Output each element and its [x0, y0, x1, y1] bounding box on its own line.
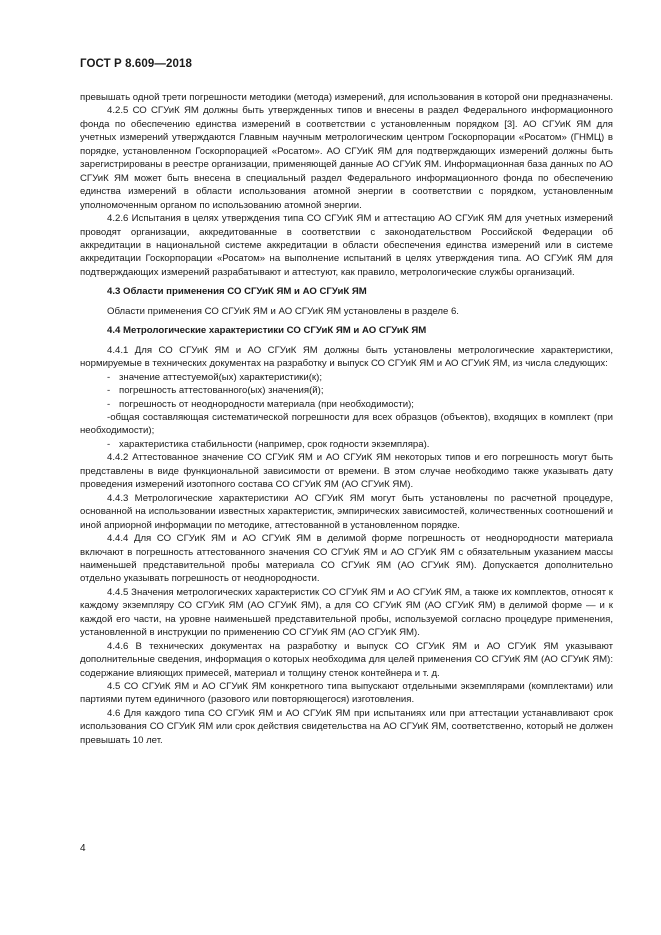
- list-item: - погрешность от неоднородности материала (при необходимости);: [107, 398, 414, 410]
- document-header: ГОСТ Р 8.609—2018: [80, 58, 192, 70]
- section-heading-4-4: 4.4 Метрологические характеристики СО СГУиК ЯМ и АО СГУиК ЯМ: [107, 325, 427, 337]
- paragraph-4-4-4: 4.4.4 Для СО СГУиК ЯМ и АО СГУиК ЯМ в делимой форме погрешность от неоднородности материала включают в погрешность аттестованного значения СО СГУиК ЯМ и АО СГУиК ЯМ с обязательным указанием массы наименьшей представительной пробы материала СО СГУиК ЯМ (АО СГУиК ЯМ). Допускается дополнительно отдельно указывать погрешность от неоднородности.: [80, 533, 613, 585]
- paragraph-4-2-5: 4.2.5 СО СГУиК ЯМ должны быть утвержденных типов и внесены в раздел Федерального информационного фонда по обеспечению единства измерений в соответствии с установленным порядком [3]. АО СГУиК ЯМ для учетных измерений утверждаются Главным научным метрологическим центром Госкорпорации «Росатом» (ГНМЦ) в порядке, установленном Госкорпорацией «Росатом». АО СГУиК ЯМ для подтверждающих измерений должны быть зарегистрированы в реестре организации, применяющей данные АО СГУиК ЯМ. Информационная база данных по АО СГУиК ЯМ может быть внесена в специальный раздел Федерального информационного фонда по обеспечению единства измерений в области использования атомной энергии в соответствии с порядком, установленным уполномоченным органом по использованию атомной энергии.: [80, 105, 613, 211]
- list-item: - характеристика стабильности (например, срок годности экземпляра).: [107, 438, 430, 450]
- paragraph-4-4-1: 4.4.1 Для СО СГУиК ЯМ и АО СГУиК ЯМ должны быть установлены метрологические характеристики, нормируемые в технических документах на разработку и выпуск СО СГУиК ЯМ и АО СГУиК ЯМ, из числа следующих:: [80, 344, 613, 370]
- paragraph-continuation: превышать одной трети погрешности методики (метода) измерений, для использования в которой они предназначены.: [80, 92, 614, 103]
- list-item: - значение аттестуемой(ых) характеристики(к);: [107, 371, 322, 383]
- paragraph-4-4-6: 4.4.6 В технических документах на разработку и выпуск СО СГУиК ЯМ и АО СГУиК ЯМ указывают дополнительные сведения, информация о которых необходима для целей применения СО СГУиК ЯМ (АО СГУиК ЯМ): содержание влияющих примесей, материал и толщину стенок контейнера и т. д.: [80, 640, 613, 679]
- paragraph-4-2-6: 4.2.6 Испытания в целях утверждения типа СО СГУиК ЯМ и аттестацию АО СГУиК ЯМ для учетных измерений проводят организации, аккредитованные в соответствии с законодательством Российской Федерации об аккредитации в национальной системе аккредитации в области обеспечения единства измерений или в системе аккредитации Госкорпорации «Росатом» на выполнение испытаний в целях утверждения типа. АО СГУиК ЯМ для подтверждающих измерений разрабатывают и аттестуют, как правило, метрологические службы организаций.: [80, 213, 613, 278]
- paragraph-4-4-2: 4.4.2 Аттестованное значение СО СГУиК ЯМ и АО СГУиК ЯМ некоторых типов и его погрешность могут быть представлены в виде функциональной зависимости от времени. В этом случае необходимо также указывать дату проведения измерений изотопного состава СО СГУиК ЯМ (АО СГУиК ЯМ).: [80, 452, 613, 491]
- list-item: -общая составляющая систематической погрешности для всех образцов (объектов), входящих в комплект (при необходимости);: [80, 411, 613, 437]
- list-item: - погрешность аттестованного(ых) значения(й);: [107, 385, 324, 397]
- section-heading-4-3: 4.3 Области применения СО СГУиК ЯМ и АО СГУиК ЯМ: [107, 286, 367, 298]
- paragraph-4-3: Области применения СО СГУиК ЯМ и АО СГУиК ЯМ установлены в разделе 6.: [107, 305, 459, 317]
- paragraph-4-4-5: 4.4.5 Значения метрологических характеристик СО СГУиК ЯМ и АО СГУиК ЯМ, а также их комплектов, относят к каждому экземпляру СО СГУиК ЯМ (АО СГУиК ЯМ), а для СО СГУиК ЯМ (АО СГУиК ЯМ) в делимой форме — и к каждой его части, на уровне наименьшей представительной пробы, используемой согласно процедуре применения, установленной в инструкции по применению СО СГУиК ЯМ (АО СГУиК ЯМ).: [80, 586, 613, 639]
- page-number: 4: [80, 843, 86, 854]
- paragraph-4-6: 4.6 Для каждого типа СО СГУиК ЯМ и АО СГУиК ЯМ при испытаниях или при аттестации устанавливают срок использования СО СГУиК ЯМ или срок действия свидетельства на АО СГУиК ЯМ, соответственно, который не должен превышать 10 лет.: [80, 707, 613, 746]
- paragraph-4-4-3: 4.4.3 Метрологические характеристики АО СГУиК ЯМ могут быть установлены по расчетной процедуре, основанной на использовании известных характеристик, эмпирических зависимостей, количественных соотношений и иной априорной информации по методике, аттестованной в установленном порядке.: [80, 492, 613, 531]
- document-body: [80, 91, 613, 747]
- paragraph-4-5: 4.5 СО СГУиК ЯМ и АО СГУиК ЯМ конкретного типа выпускают отдельными экземплярами (комплектами) или партиями путем единичного (разового или повторяющегося) изготовления.: [80, 681, 613, 706]
